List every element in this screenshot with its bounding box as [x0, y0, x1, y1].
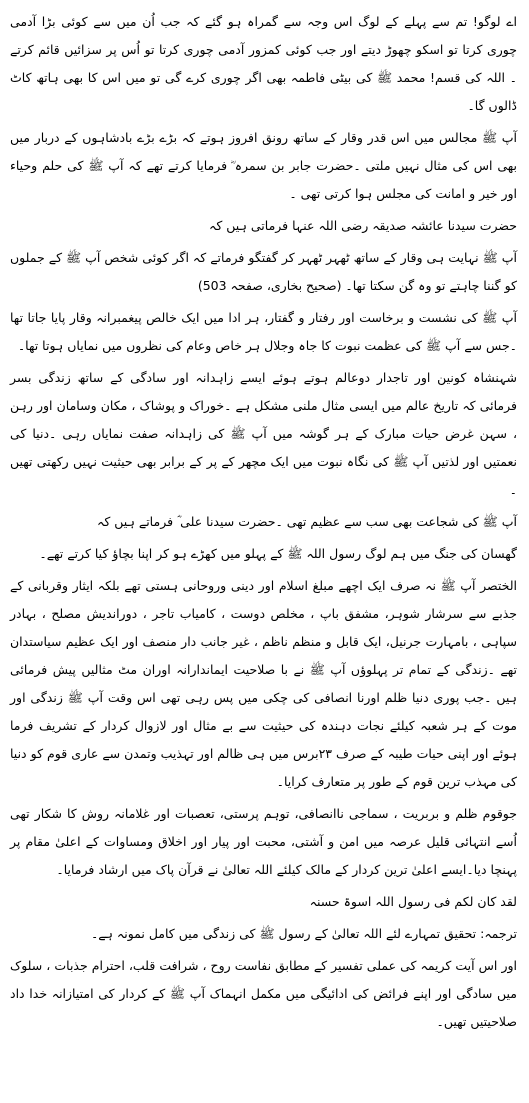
paragraph-hadith-theft: اے لوگو! تم سے پہلے کے لوگ اس وجہ سے گمراہ ہو گئے کہ جب اُن میں سے کوئی بڑا آدمی چوری کرتا تو اسکو چھوڑ دیتے اور جب کوئی کمزور آدمی چوری کرتا تو اُس پر سزائیں قائم کرتے ۔ اللہ کی قسم! محمد ﷺ کی بیٹی فاطمہ بھی اگر چوری کرے گی تو میں اس کا بھی ہاتھ کاٹ ڈالوں گا۔	[10, 14, 517, 113]
paragraph-translation: ترجمہ: تحقیق تمہارے لئے اللہ تعالیٰ کے رسول ﷺ کی زندگی میں کامل نمونہ ہے۔	[90, 926, 517, 941]
paragraph-transformation: جوقوم ظلم و بربریت ، سماجی ناانصافی، توہم پرستی، تعصبات اور غلامانہ روش کا شکار تھی اُسے انتہائی قلیل عرصہ میں امن و آشتی، محبت اور پیار اور اخلاق ومساوات کے اعلیٰ مقام پر پہنچا دیا۔ایسے اعلیٰ ترین کردار کے مالک کیلئے اللہ تعالیٰ نے قرآن پاک میں ارشاد فرمایا۔	[10, 806, 517, 877]
paragraph-aisha-intro: حضرت سیدنا عائشہ صدیقہ رضی اللہ عنہا فرماتی ہیں کہ	[209, 218, 517, 233]
paragraph-conduct: آپ ﷺ کی نشست و برخاست اور رفتار و گفتار، ہر ادا میں ایک خالص پیغمبرانہ وقار پایا جاتا تھا ۔جس سے آپ ﷺ کی عظمت نبوت کا جاہ وجلال ہر خاص وعام کی نظروں میں نمایاں ہوتا تھا۔	[10, 310, 517, 353]
paragraph-ascetic-life: شہنشاہ کونین اور تاجدار دوعالم ہوتے ہوئے ایسے زاہدانہ اور سادگی کے ساتھ زندگی بسر فرمائی کہ تاریخ عالم میں ایسی مثال ملنی مشکل ہے ۔خوراک و پوشاک ، مکان وسامان اور رہن ، سہن غرض حیات مبارک کے ہر گوشہ میں آپ ﷺ کی زاہدانہ صفت نمایاں رہی ۔دنیا کی نعمتیں اور لذتیں آپ ﷺ کی نگاہ نبوت میں ایک مچھر کے پر کے برابر بھی حیثیت نہیں رکھتی تھیں ۔	[10, 370, 517, 497]
paragraph-quran-verse: لقد کان لکم فی رسول اللہ اسوۃ حسنہ	[309, 894, 517, 909]
paragraph-summary: الختصر آپ ﷺ نہ صرف ایک اچھے مبلغ اسلام اور دینی وروحانی ہستی تھے بلکہ ایثار وقربانی کے جذبے سے سرشار شوہر، مشفق باپ ، مخلص دوست ، کامیاب تاجر ، دوراندیش مصلح ، بہادر سپاہی ، بامہارت جرنیل، ایک قابل و منظم ناظم ، غیر جانب دار منصف اور ایک عظیم سیاستدان تھے ۔زندگی کے تمام تر پہلوؤں آپ ﷺ نے با صلاحیت ایماندارانہ اوران مٹ مثالیں پیش فرمائی ہیں ۔جب پوری دنیا ظلم اورنا انصافی کی چکی میں پس رہی تھی اس وقت آپ ﷺ زندگی اور موت کے ہر شعبہ کیلئے نجات دہندہ کی حیثیت سے بے مثال اور لازوال کردار کے تشریف فرما ہوئے اور اپنی حیات طیبہ کے صرف ۲۳برس میں ہی ظالم اور تہذیب وتمدن سے عاری قوم کو دنیا کی مہذب ترین قوم کے طور پر متعارف کرایا۔	[10, 578, 517, 789]
paragraph-speech-quote: آپ ﷺ نہایت ہی وقار کے ساتھ ٹھہر ٹھہر کر گفتگو فرماتے کہ اگر کوئی شخص آپ ﷺ کے جملوں کو گننا چاہتے تو وہ گن سکتا تھا۔ (صحیح بخاری، صفحہ 503)	[10, 250, 517, 293]
paragraph-battle-quote: گھسان کی جنگ میں ہم لوگ رسول اللہ ﷺ کے پہلو میں کھڑے ہو کر اپنا بچاؤ کیا کرتے تھے۔	[39, 546, 517, 561]
paragraph-conclusion: اور اس آیت کریمہ کی عملی تفسیر کے مطابق نفاست روح ، شرافت قلب، احترام جذبات ، سلوک میں سادگی اور اپنے فرائض کی ادائیگی میں مکمل انہماک آپ ﷺ کے کردار کی امتیازانہ خدا داد صلاحیتیں تھیں۔	[10, 958, 517, 1029]
paragraph-bravery-intro: آپ ﷺ کی شجاعت بھی سب سے عظیم تھی ۔حضرت سیدنا علی ؓ فرماتے ہیں کہ	[97, 514, 517, 529]
paragraph-majlis-dignity: آپ ﷺ مجالس میں اس قدر وقار کے ساتھ رونق افروز ہوتے کہ بڑے بڑے بادشاہوں کے دربار میں بھی اس کی مثال نہیں ملتی ۔حضرت جابر بن سمرہ ؓ فرمایا کرتے تھے کہ آپ ﷺ کی حلم وحیاء اور خیر و امانت کی مجلس ہوا کرتی تھی ۔	[10, 130, 517, 201]
